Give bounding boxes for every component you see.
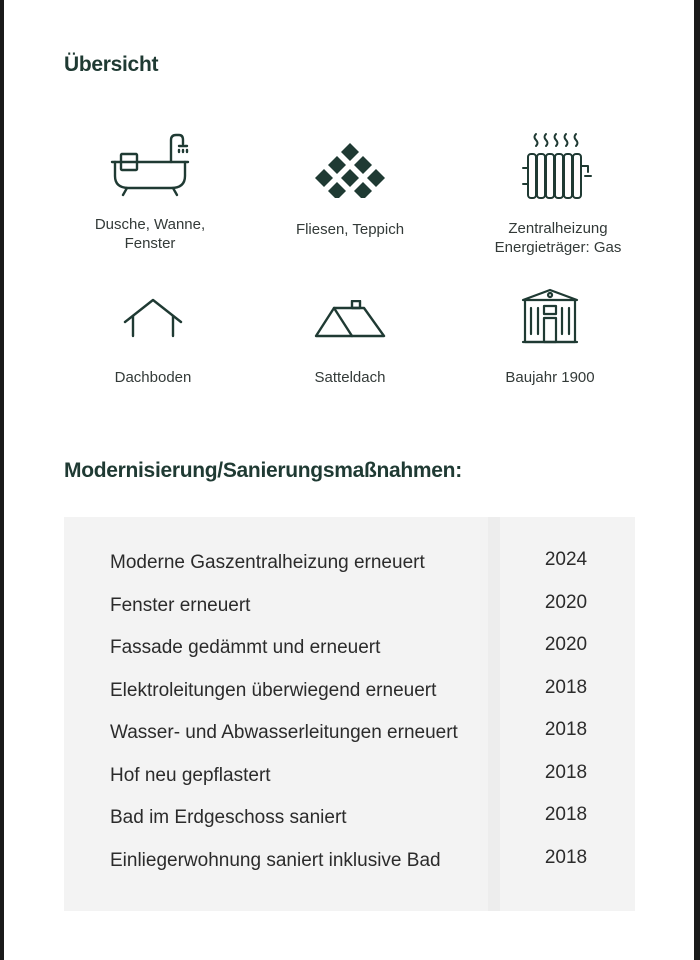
measure-year: 2024 bbox=[544, 549, 588, 570]
right-edge bbox=[694, 0, 700, 960]
table-row bbox=[64, 592, 635, 627]
modernization-table bbox=[64, 517, 635, 911]
table-row bbox=[64, 804, 635, 839]
measure-year: 2018 bbox=[544, 677, 588, 698]
measure-name: Moderne Gaszentralheizung erneuert bbox=[110, 552, 425, 573]
tiles-icon bbox=[310, 142, 390, 198]
feature-heating bbox=[458, 132, 658, 257]
table-row bbox=[64, 719, 635, 754]
measure-name: Hof neu gepflastert bbox=[110, 765, 271, 786]
feature-heating-label-2: Energieträger: Gas bbox=[494, 239, 622, 256]
feature-roof-label-1: Satteldach bbox=[314, 369, 386, 386]
measure-year: 2018 bbox=[544, 847, 588, 868]
measure-year: 2018 bbox=[544, 762, 588, 783]
measure-name: Fassade gedämmt und erneuert bbox=[110, 637, 381, 658]
attic-icon bbox=[123, 298, 183, 338]
feature-bath-label-1: Dusche, Wanne, bbox=[94, 216, 206, 233]
modernization-title: Modernisierung/Sanierungsmaßnahmen: bbox=[64, 459, 462, 482]
measure-name: Wasser- und Abwasserleitungen erneuert bbox=[110, 722, 458, 743]
measure-name: Fenster erneuert bbox=[110, 595, 251, 616]
gable-roof-icon bbox=[314, 300, 386, 338]
feature-attic-label-1: Dachboden bbox=[114, 369, 192, 386]
measure-year: 2018 bbox=[544, 804, 588, 825]
feature-floor bbox=[250, 142, 450, 239]
overview-title: Übersicht bbox=[64, 53, 159, 76]
measure-year: 2018 bbox=[544, 719, 588, 740]
measure-name: Einliegerwohnung saniert inklusive Bad bbox=[110, 850, 441, 871]
left-edge bbox=[0, 0, 4, 960]
table-row bbox=[64, 677, 635, 712]
feature-bath bbox=[50, 132, 250, 253]
feature-heating-label-1: Zentralheizung bbox=[508, 220, 608, 237]
feature-attic bbox=[53, 298, 253, 387]
table-row bbox=[64, 847, 635, 882]
table-row bbox=[64, 634, 635, 669]
table-row bbox=[64, 762, 635, 797]
radiator-icon bbox=[522, 132, 594, 202]
bathtub-icon bbox=[109, 132, 191, 198]
table-row bbox=[64, 549, 635, 584]
feature-roof bbox=[250, 300, 450, 387]
feature-bath-label-2: Fenster bbox=[124, 235, 176, 252]
building-icon bbox=[521, 288, 579, 344]
measure-year: 2020 bbox=[544, 634, 588, 655]
measure-name: Elektroleitungen überwiegend erneuert bbox=[110, 680, 437, 701]
feature-construction-year bbox=[450, 288, 650, 387]
measure-name: Bad im Erdgeschoss saniert bbox=[110, 807, 347, 828]
feature-floor-label-1: Fliesen, Teppich bbox=[295, 221, 405, 238]
feature-construction-year-label-1: Baujahr 1900 bbox=[505, 369, 595, 386]
measure-year: 2020 bbox=[544, 592, 588, 613]
